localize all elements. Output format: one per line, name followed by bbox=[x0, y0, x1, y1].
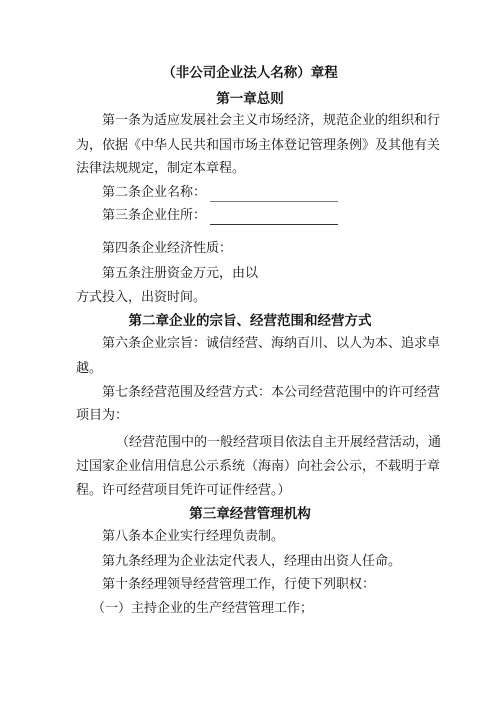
article-1-line-3: 法律法规规定，制定本章程。 bbox=[76, 161, 246, 176]
chapter-2-heading: 第二章企业的宗旨、经营范围和经营方式 bbox=[128, 313, 372, 329]
article-1-line-1: 第一条为适应发展社会主义市场经济，规范企业的组织和行 bbox=[102, 113, 441, 128]
article-2-company-name bbox=[76, 184, 424, 202]
article-1-line-2: 为，依据《中华人民共和国市场主体登记管理条例》及其他有关 bbox=[76, 138, 441, 153]
chapter-3-heading: 第三章经营管理机构 bbox=[189, 506, 311, 522]
article-6-line-1: 第六条企业宗旨：诚信经营、海纳百川、以人为本、追求卓 bbox=[102, 336, 441, 351]
article-6-line-2: 越。 bbox=[76, 361, 103, 376]
article-7-line-1: 第七条经营范围及经营方式：本公司经营范围中的许可经营 bbox=[102, 385, 441, 400]
article-8: 第八条本企业实行经理负责制。 bbox=[102, 529, 285, 544]
scope-note-line-2: 过国家企业信用信息公示系统（海南）向社会公示，不载明于章 bbox=[76, 459, 441, 474]
article-10: 第十条经理领导经营管理工作，行使下列职权： bbox=[102, 577, 376, 592]
article-7-line-2: 项目为： bbox=[76, 408, 129, 423]
article-5-line-2: 方式投入，出资时间。 bbox=[76, 290, 207, 305]
article-9: 第九条经理为企业法定代表人，经理由出资人任命。 bbox=[102, 554, 402, 569]
company-name-blank bbox=[210, 187, 338, 202]
article-3-company-address bbox=[76, 207, 424, 225]
scope-note-line-3: 程。许可经营项目凭许可证件经营。） bbox=[76, 483, 291, 498]
company-name-label: 第二条企业名称： bbox=[102, 185, 207, 200]
article-4: 第四条企业经济性质： bbox=[102, 241, 233, 256]
scope-note-line-1: （经营范围中的一般经营项目依法自主开展经营活动，通 bbox=[116, 435, 442, 450]
company-address-blank bbox=[210, 210, 338, 225]
company-address-label: 第三条企业住所： bbox=[102, 208, 207, 223]
document-title: （非公司企业法人名称）章程 bbox=[162, 65, 338, 81]
article-10-item-1: （一）主持企业的生产经营管理工作； bbox=[92, 601, 314, 616]
chapter-1-heading: 第一章总则 bbox=[216, 91, 284, 107]
article-5-line-1: 第五条注册资金万元，由以 bbox=[102, 266, 259, 281]
